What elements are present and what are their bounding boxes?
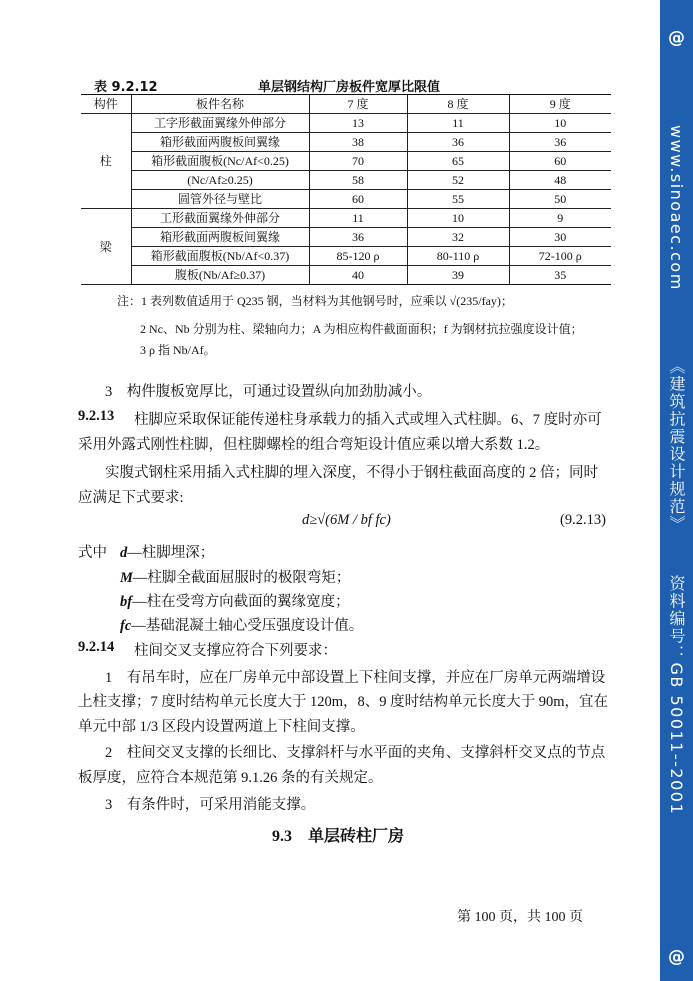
member-column: 柱: [81, 114, 131, 209]
formula-number: (9.2.13): [560, 512, 606, 528]
table-row: [81, 266, 611, 285]
table-row: [81, 171, 611, 190]
cell: 36: [407, 133, 509, 152]
table-header: 7 度: [309, 95, 407, 114]
paragraph: 1 有吊车时，应在厂房单元中部设置上下柱间支撑，并应在厂房单元两端增设: [105, 670, 606, 686]
table-row: [81, 133, 611, 152]
table-note-1: 注：1 表列数值适用于 Q235 钢，当材料为其他钢号时，应乘以 √(235/fay)；: [117, 294, 513, 308]
cell: 80-110 ρ: [407, 247, 509, 266]
cell: 35: [509, 266, 611, 285]
at-icon-bottom: @: [668, 947, 685, 967]
cell: 腹板(Nb/Af≥0.37): [131, 266, 309, 285]
table-row: [81, 247, 611, 266]
paragraph: 单元中部 1/3 区段内设置两道上下柱间支撑。: [78, 719, 365, 735]
cell: 11: [309, 209, 407, 228]
clause-number: 9.2.13: [78, 408, 115, 424]
table-header: 板件名称: [131, 95, 309, 114]
sidebar-book-title: 《建筑抗震设计规范》: [667, 358, 686, 533]
at-icon-top: @: [668, 28, 685, 48]
member-column: 梁: [81, 209, 131, 285]
table-row: [81, 228, 611, 247]
table-header: 8 度: [407, 95, 509, 114]
cell: 工形截面翼缘外伸部分: [131, 209, 309, 228]
paragraph: 实腹式钢柱采用插入式柱脚的埋入深度，不得小于钢柱截面高度的 2 倍；同时: [105, 465, 598, 481]
cell: 10: [509, 114, 611, 133]
table-row: [81, 114, 611, 133]
variable-def: bf—柱在受弯方向截面的翼缘宽度；: [120, 594, 350, 610]
paragraph: 柱间交叉支撑应符合下列要求：: [134, 643, 337, 659]
cell: 48: [509, 171, 611, 190]
cell: 箱形截面两腹板间翼缘: [131, 228, 309, 247]
cell: 13: [309, 114, 407, 133]
cell: 55: [407, 190, 509, 209]
right-sidebar: [660, 0, 693, 981]
paragraph: 柱脚应采取保证能传递柱身承载力的插入式或埋入式柱脚。6、7 度时亦可: [134, 412, 602, 428]
cell: 箱形截面两腹板间翼缘: [131, 133, 309, 152]
table-note-3: 3 ρ 指 Nb/Af。: [140, 343, 216, 357]
variable-def: M—柱脚全截面屈服时的极限弯矩；: [120, 570, 351, 586]
table-note-2: 2 Nc、Nb 分别为柱、梁轴向力；A 为相应构件截面面积；f 为钢材抗拉强度设计值；: [140, 322, 583, 336]
cell: 箱形截面腹板(Nb/Af<0.37): [131, 247, 309, 266]
section-heading: 9.3 单层砖柱厂房: [272, 828, 405, 845]
cell: (Nc/Af≥0.25): [131, 171, 309, 190]
cell: 50: [509, 190, 611, 209]
cell: 65: [407, 152, 509, 171]
cell: 60: [509, 152, 611, 171]
cell: 40: [309, 266, 407, 285]
clause-number: 9.2.14: [78, 639, 115, 655]
table-header: 构件: [81, 95, 131, 114]
cell: 60: [309, 190, 407, 209]
variable-def: d—柱脚埋深；: [120, 545, 215, 561]
cell: 36: [509, 133, 611, 152]
paragraph: 3 有条件时，可采用消能支撑。: [105, 797, 316, 813]
variable-def: fc—基础混凝土轴心受压强度设计值。: [120, 618, 364, 634]
table-title: 单层钢结构厂房板件宽厚比限值: [258, 80, 441, 95]
cell: 30: [509, 228, 611, 247]
paragraph: 应满足下式要求:: [78, 490, 184, 506]
table-row: [81, 190, 611, 209]
cell: 38: [309, 133, 407, 152]
table-header-row: [81, 95, 611, 114]
cell: 11: [407, 114, 509, 133]
sidebar-site: www.sinoaec.com: [667, 125, 686, 291]
formula: d≥√(6M / bf fc): [302, 512, 391, 528]
table-row: [81, 209, 611, 228]
cell: 70: [309, 152, 407, 171]
cell: 85-120 ρ: [309, 247, 407, 266]
table-header: 9 度: [509, 95, 611, 114]
spec-table: [81, 94, 611, 285]
cell: 10: [407, 209, 509, 228]
paragraph: 采用外露式刚性柱脚，但柱脚螺栓的组合弯矩设计值应乘以增大系数 1.2。: [78, 437, 550, 453]
cell: 工字形截面翼缘外伸部分: [131, 114, 309, 133]
paragraph: 2 柱间交叉支撑的长细比、支撑斜杆与水平面的夹角、支撑斜杆交叉点的节点: [105, 745, 606, 761]
cell: 72-100 ρ: [509, 247, 611, 266]
cell: 9: [509, 209, 611, 228]
paragraph: 板厚度，应符合本规范第 9.1.26 条的有关规定。: [78, 770, 383, 786]
table-row: [81, 152, 611, 171]
cell: 58: [309, 171, 407, 190]
cell: 箱形截面腹板(Nc/Af<0.25): [131, 152, 309, 171]
page-footer: 第 100 页，共 100 页: [457, 910, 583, 925]
cell: 39: [407, 266, 509, 285]
cell: 32: [407, 228, 509, 247]
cell: 圆管外径与壁比: [131, 190, 309, 209]
cell: 36: [309, 228, 407, 247]
sidebar-code: 资料编号：GB 50011--2001: [667, 575, 686, 816]
table-number: 表 9.2.12: [94, 80, 158, 95]
paragraph: 上柱支撑；7 度时结构单元长度大于 120m，8、9 度时结构单元长度大于 90m，宜在: [78, 694, 609, 710]
cell: 52: [407, 171, 509, 190]
where-label: 式中: [78, 545, 107, 561]
paragraph: 3 构件腹板宽厚比，可通过设置纵向加劲肋减小。: [105, 384, 432, 400]
